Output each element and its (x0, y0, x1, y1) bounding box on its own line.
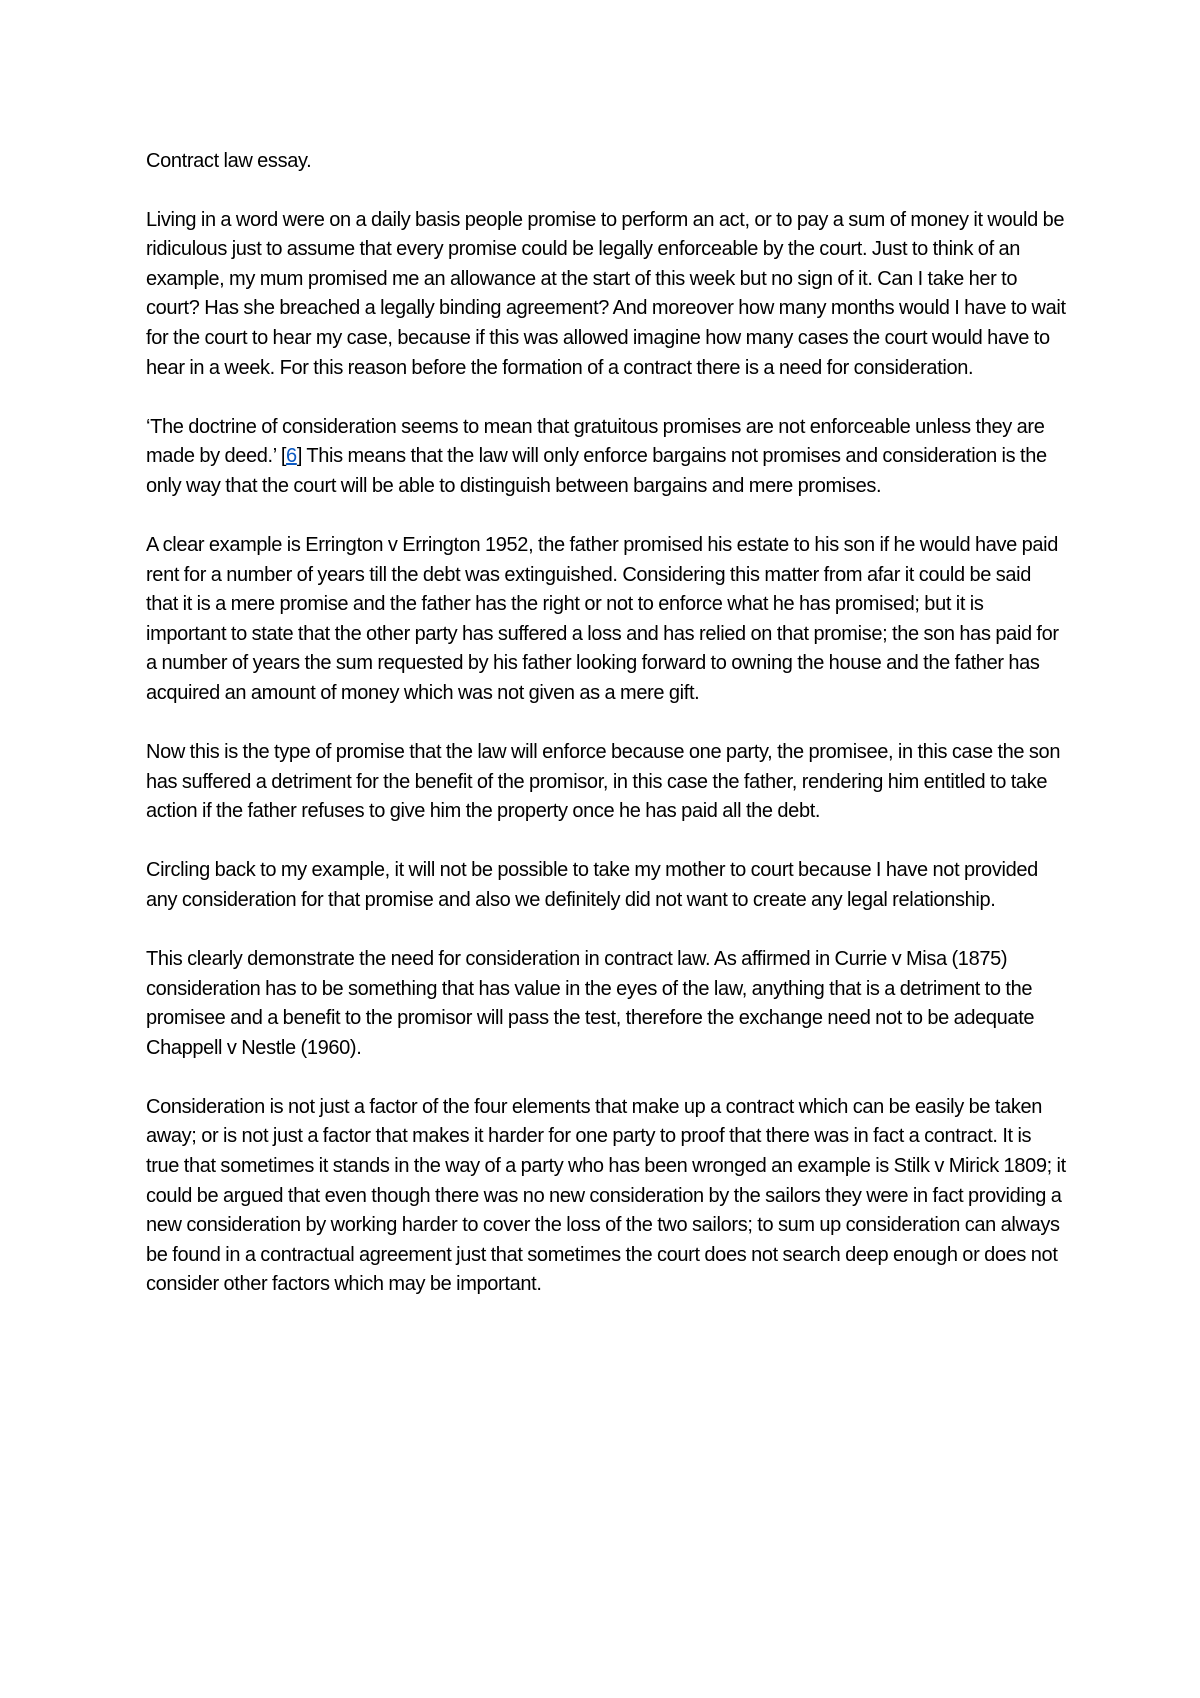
paragraph-doctrine-quote (146, 413, 1066, 502)
paragraph-circling-back: Circling back to my example, it will not be possible to take my mother to court because I have not provided any consideration for that promise and also we definitely did not want to create any legal relationship. (146, 859, 1038, 911)
paragraph-conclusion: Consideration is not just a factor of the four elements that make up a contract which can be easily be taken away; or is not just a factor that makes it harder for one party to proof that there was in fact a contract. It is true that sometimes it stands in the way of a party who has been wronged an example is Stilk v Mirick 1809; it could be argued that even though there was no new consideration by the sailors they were in fact providing a new consideration by working harder to cover the loss of the two sailors; to sum up consideration can always be found in a contractual agreement just that sometimes the court does not search deep enough or does not consider other factors which may be important. (146, 1095, 1066, 1296)
paragraph-intro: Living in a word were on a daily basis people promise to perform an act, or to pay a sum of money it would be ridiculous just to assume that every promise could be legally enforceable by the court. Just to think of an example, my mum promised me an allowance at the start of this week but no sign of it. Can I take her to court? Has she breached a legally binding agreement? And moreover how many months would I have to wait for the court to hear my case, because if this was allowed imagine how many cases the court would have to hear in a week. For this reason before the formation of a contract there is a need for consideration. (146, 208, 1066, 379)
document-title: Contract law essay. (146, 150, 312, 172)
paragraph-enforceable-promise: Now this is the type of promise that the law will enforce because one party, the promisee, in this case the son has suffered a detriment for the benefit of the promisor, in this case the father, rendering him entitled to take action if the father refuses to give him the property once he has paid all the debt. (146, 741, 1061, 823)
quote-explanation: ] This means that the law will only enforce bargains not promises and consideration is the only way that the court will be able to distinguish between bargains and mere promises. (146, 445, 1047, 497)
document-body (146, 147, 1066, 1300)
quote-text: ‘The doctrine of consideration seems to mean that gratuitous promises are not enforceable unless they are made by deed.’ [ (146, 415, 1045, 468)
footnote-link[interactable]: 6 (286, 445, 297, 468)
paragraph-errington-case: A clear example is Errington v Errington 1952, the father promised his estate to his son if he would have paid rent for a number of years till the debt was extinguished. Considering this matter from afar it could be said that it is a mere promise and the father has the right or not to enforce what he has promised; but it is important to state that the other party has suffered a loss and has relied on that promise; the son has paid for a number of years the sum requested by his father looking forward to owning the house and the father has acquired an amount of money which was not given as a mere gift. (146, 533, 1059, 704)
paragraph-currie-misa: This clearly demonstrate the need for consideration in contract law. As affirmed in Currie v Misa (1875) consideration has to be something that has value in the eyes of the law, anything that is a detriment to the promisee and a benefit to the promisor will pass the test, therefore the exchange need not to be adequate Chappell v Nestle (1960). (146, 947, 1035, 1059)
